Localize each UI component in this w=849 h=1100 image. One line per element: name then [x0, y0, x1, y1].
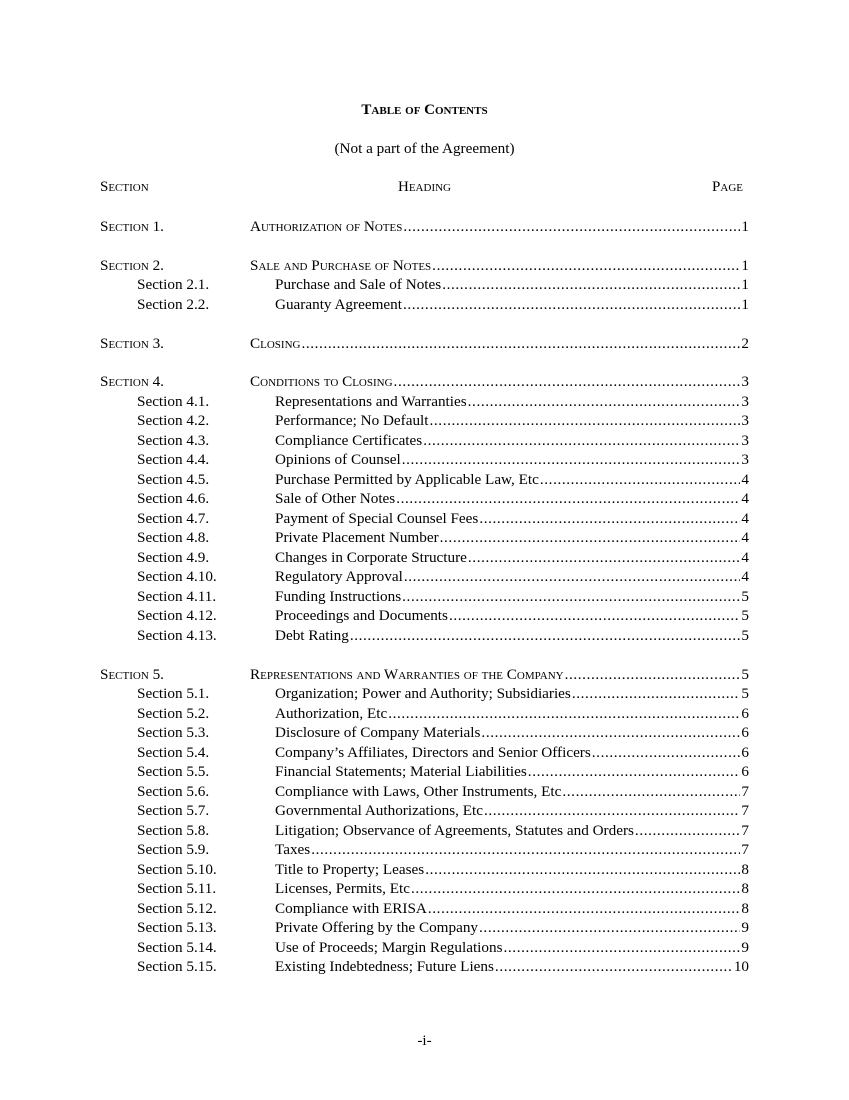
toc-entry-title: Private Offering by the Company — [275, 919, 479, 937]
toc-entry-number: Section 5.5. — [137, 763, 210, 781]
dot-leader — [484, 801, 740, 821]
toc-entry-page: 6 — [741, 704, 749, 722]
toc-entry-title: Opinions of Counsel — [275, 451, 401, 469]
toc-entry-title: Disclosure of Company Materials — [275, 724, 481, 742]
dot-leader — [311, 840, 740, 860]
toc-entry-page: 8 — [741, 899, 749, 917]
toc-entry-title: Representations and Warranties — [275, 392, 467, 410]
toc-subsection-row — [100, 470, 749, 490]
toc-entry-number: Section 5.1. — [137, 685, 210, 703]
toc-entry-page: 5 — [741, 665, 749, 683]
toc-title: Table of Contents — [361, 102, 488, 118]
toc-entry-number: Section 5.13. — [137, 919, 217, 937]
toc-subsection-row — [100, 295, 749, 315]
toc-entry-page: 9 — [741, 938, 749, 956]
dot-leader — [403, 217, 740, 237]
toc-entry-title: Proceedings and Documents — [275, 607, 448, 625]
toc-entry-number: Section 3. — [100, 334, 164, 352]
toc-entry-number: Section 5.12. — [137, 899, 217, 917]
toc-entry-page: 1 — [741, 276, 749, 294]
dot-leader — [396, 489, 740, 509]
toc-entry-title: Regulatory Approval — [275, 568, 403, 586]
toc-entry-page: 6 — [741, 763, 749, 781]
toc-entry-page: 1 — [741, 218, 749, 235]
toc-entry-number: Section 4.2. — [137, 412, 210, 430]
toc-entry-number: Section 4.13. — [137, 626, 217, 644]
toc-entry-number: Section 2.1. — [137, 276, 210, 294]
toc-entry-title: Financial Statements; Material Liabilities — [275, 763, 527, 781]
column-header-heading: Heading — [398, 179, 451, 195]
toc-subsection-row — [100, 626, 749, 646]
toc-entry-title: Changes in Corporate Structure — [275, 548, 467, 566]
toc-section-row — [100, 256, 749, 276]
toc-entry-page: 3 — [741, 392, 749, 410]
dot-leader — [540, 470, 741, 490]
toc-subsection-row — [100, 509, 749, 529]
toc-entry-title: Litigation; Observance of Agreements, Statutes and Orders — [275, 821, 634, 839]
toc-entry-page: 5 — [741, 607, 749, 625]
toc-entry-title: Licenses, Permits, Etc — [275, 880, 410, 898]
toc-entry-number: Section 5.15. — [137, 958, 217, 976]
toc-entry-title: Guaranty Agreement — [275, 295, 402, 313]
toc-entry-title: Compliance Certificates — [275, 431, 423, 449]
toc-entry-page: 5 — [741, 685, 749, 703]
toc-entry-number: Section 4.8. — [137, 529, 210, 547]
toc-entry-number: Section 4. — [100, 373, 164, 391]
toc-subsection-row — [100, 957, 749, 977]
toc-entry-number: Section 4.1. — [137, 392, 210, 410]
toc-entry-number: Section 4.5. — [137, 470, 210, 488]
toc-entry-number: Section 5.2. — [137, 704, 210, 722]
dot-leader — [430, 411, 741, 431]
dot-leader — [402, 587, 740, 607]
toc-entry-number: Section 4.12. — [137, 607, 217, 625]
toc-subsection-row — [100, 411, 749, 431]
toc-entry-number: Section 5.6. — [137, 782, 210, 800]
toc-entry-number: Section 1. — [100, 218, 164, 235]
toc-subtitle: (Not a part of the Agreement) — [334, 140, 515, 157]
toc-entry-page: 7 — [741, 841, 749, 859]
toc-subsection-row — [100, 723, 749, 743]
toc-subsection-row — [100, 801, 749, 821]
dot-leader — [404, 567, 741, 587]
dot-leader — [495, 957, 733, 977]
toc-entry-title: Authorization, Etc — [275, 704, 388, 722]
toc-entry-page: 3 — [741, 431, 749, 449]
toc-entry-number: Section 4.3. — [137, 431, 210, 449]
toc-entry-number: Section 4.4. — [137, 451, 210, 469]
toc-entry-page: 5 — [741, 626, 749, 644]
toc-entry-page: 9 — [741, 919, 749, 937]
dot-leader — [440, 528, 741, 548]
dot-leader — [504, 938, 741, 958]
dot-leader — [394, 372, 741, 392]
toc-entry-title: Sale of Other Notes — [275, 490, 396, 508]
toc-entry-page: 2 — [741, 334, 749, 352]
toc-entry-page: 6 — [741, 743, 749, 761]
toc-section-row — [100, 334, 749, 354]
toc-entry-number: Section 5.10. — [137, 860, 217, 878]
dot-leader — [432, 256, 740, 276]
toc-entry-number: Section 4.7. — [137, 509, 210, 527]
toc-entry-page: 5 — [741, 587, 749, 605]
dot-leader — [562, 782, 740, 802]
dot-leader — [388, 704, 740, 724]
toc-subsection-row — [100, 489, 749, 509]
toc-subsection-row — [100, 879, 749, 899]
toc-section-row — [100, 217, 749, 237]
toc-subsection-row — [100, 938, 749, 958]
toc-subsection-row — [100, 743, 749, 763]
toc-subsection-row — [100, 840, 749, 860]
toc-entry-number: Section 5.11. — [137, 880, 217, 898]
toc-entry-page: 3 — [741, 412, 749, 430]
toc-section-row — [100, 372, 749, 392]
dot-leader — [528, 762, 741, 782]
toc-entry-number: Section 5.14. — [137, 938, 217, 956]
dot-leader — [423, 431, 740, 451]
toc-entry-page: 4 — [741, 509, 749, 527]
toc-entry-page: 7 — [741, 782, 749, 800]
toc-entry-page: 1 — [741, 295, 749, 313]
dot-leader — [403, 295, 740, 315]
toc-subsection-row — [100, 567, 749, 587]
toc-subsection-row — [100, 275, 749, 295]
toc-entry-title: Conditions to Closing — [250, 373, 393, 391]
toc-entry-title: Authorization of Notes — [250, 218, 403, 235]
page-number: -i- — [417, 1032, 432, 1049]
toc-entry-number: Section 5.7. — [137, 802, 210, 820]
toc-entry-title: Closing — [250, 334, 301, 352]
toc-entry-number: Section 4.11. — [137, 587, 217, 605]
dot-leader — [428, 899, 741, 919]
toc-subsection-row — [100, 782, 749, 802]
dot-leader — [449, 606, 740, 626]
toc-subsection-row — [100, 528, 749, 548]
toc-entry-page: 1 — [741, 256, 749, 274]
toc-entry-title: Purchase and Sale of Notes — [275, 276, 442, 294]
toc-entry-title: Debt Rating — [275, 626, 349, 644]
toc-entry-page: 3 — [741, 451, 749, 469]
dot-leader — [468, 392, 741, 412]
column-header-page: Page — [712, 179, 743, 195]
toc-entry-number: Section 5.4. — [137, 743, 210, 761]
dot-leader — [468, 548, 741, 568]
toc-subsection-row — [100, 704, 749, 724]
toc-subsection-row — [100, 587, 749, 607]
toc-entry-number: Section 5.9. — [137, 841, 210, 859]
toc-subsection-row — [100, 860, 749, 880]
dot-leader — [635, 821, 740, 841]
dot-leader — [350, 626, 741, 646]
toc-subsection-row — [100, 548, 749, 568]
toc-entry-title: Governmental Authorizations, Etc — [275, 802, 483, 820]
toc-entry-page: 4 — [741, 529, 749, 547]
toc-entry-page: 7 — [741, 802, 749, 820]
toc-entry-number: Section 4.9. — [137, 548, 210, 566]
toc-section-row — [100, 665, 749, 685]
dot-leader — [479, 509, 740, 529]
dot-leader — [479, 918, 740, 938]
toc-entry-page: 8 — [741, 860, 749, 878]
toc-entry-title: Sale and Purchase of Notes — [250, 256, 432, 274]
toc-entry-title: Company’s Affiliates, Directors and Senior Officers — [275, 743, 591, 761]
toc-entry-page: 10 — [733, 958, 749, 976]
toc-subsection-row — [100, 606, 749, 626]
toc-entry-number: Section 5.8. — [137, 821, 210, 839]
toc-entry-title: Purchase Permitted by Applicable Law, Etc — [275, 470, 539, 488]
toc-entry-number: Section 4.6. — [137, 490, 210, 508]
toc-entry-page: 6 — [741, 724, 749, 742]
dot-leader — [481, 723, 740, 743]
toc-entry-number: Section 4.10. — [137, 568, 217, 586]
dot-leader — [442, 275, 740, 295]
toc-entry-title: Performance; No Default — [275, 412, 429, 430]
toc-subsection-row — [100, 684, 749, 704]
toc-entry-page: 4 — [741, 490, 749, 508]
toc-entry-title: Taxes — [275, 841, 311, 859]
toc-subsection-row — [100, 821, 749, 841]
toc-entry-title: Compliance with Laws, Other Instruments, Etc — [275, 782, 562, 800]
dot-leader — [565, 665, 741, 685]
toc-subsection-row — [100, 899, 749, 919]
toc-entry-title: Title to Property; Leases — [275, 860, 425, 878]
dot-leader — [425, 860, 740, 880]
toc-entry-title: Compliance with ERISA — [275, 899, 427, 917]
dot-leader — [572, 684, 741, 704]
toc-subsection-row — [100, 918, 749, 938]
toc-entry-title: Payment of Special Counsel Fees — [275, 509, 479, 527]
toc-entries — [100, 217, 749, 977]
toc-subsection-row — [100, 762, 749, 782]
toc-entry-page: 8 — [741, 880, 749, 898]
toc-entry-title: Private Placement Number — [275, 529, 439, 547]
toc-entry-number: Section 5. — [100, 665, 164, 683]
dot-leader — [402, 450, 741, 470]
toc-entry-title: Funding Instructions — [275, 587, 402, 605]
toc-entry-page: 7 — [741, 821, 749, 839]
toc-subsection-row — [100, 450, 749, 470]
toc-entry-page: 3 — [741, 373, 749, 391]
toc-entry-title: Existing Indebtedness; Future Liens — [275, 958, 494, 976]
toc-entry-title: Representations and Warranties of the Company — [250, 665, 564, 683]
toc-entry-number: Section 2. — [100, 256, 164, 274]
toc-subsection-row — [100, 392, 749, 412]
dot-leader — [411, 879, 740, 899]
toc-entry-title: Organization; Power and Authority; Subsidiaries — [275, 685, 571, 703]
dot-leader — [592, 743, 741, 763]
dot-leader — [301, 334, 740, 354]
toc-entry-number: Section 2.2. — [137, 295, 210, 313]
toc-subsection-row — [100, 431, 749, 451]
toc-entry-page: 4 — [741, 548, 749, 566]
toc-entry-number: Section 5.3. — [137, 724, 210, 742]
column-header-section: Section — [100, 179, 149, 195]
toc-entry-page: 4 — [741, 568, 749, 586]
toc-entry-page: 4 — [741, 470, 749, 488]
toc-entry-title: Use of Proceeds; Margin Regulations — [275, 938, 503, 956]
